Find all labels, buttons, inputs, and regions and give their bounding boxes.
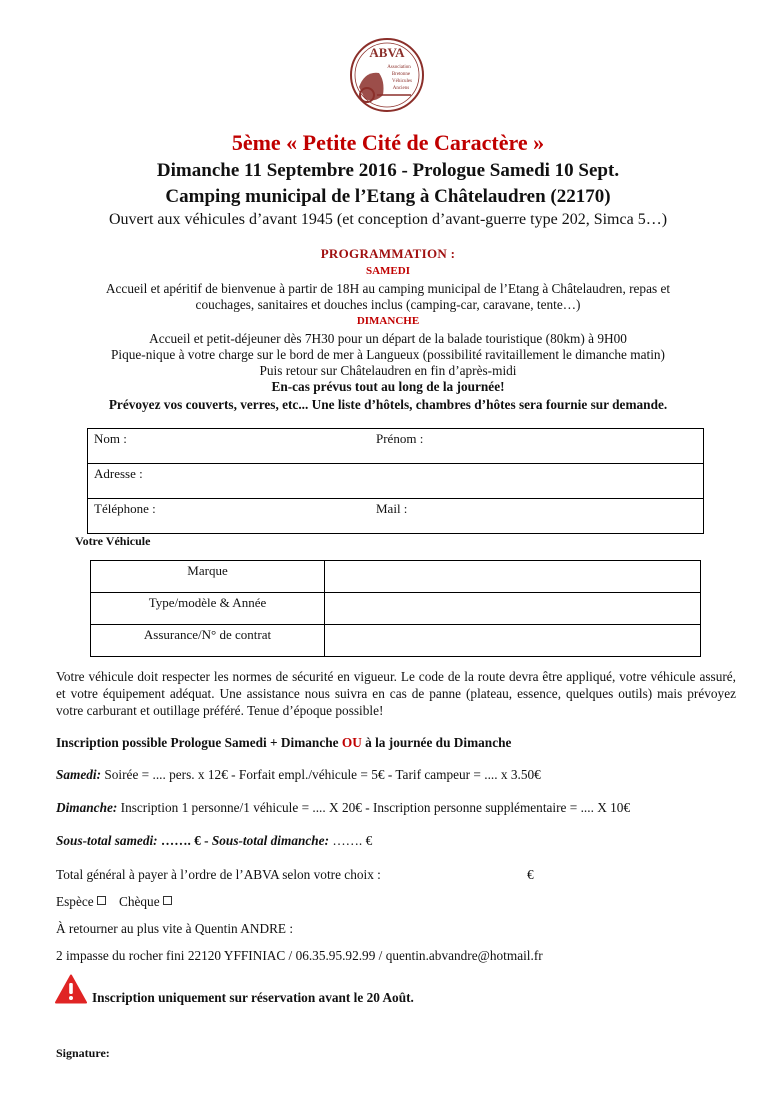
subtotal-dimanche-label: Sous-total dimanche: xyxy=(211,833,329,848)
svg-text:ABVA: ABVA xyxy=(369,45,405,60)
dimanche-label: Dimanche: xyxy=(56,800,118,815)
prenom-field[interactable] xyxy=(370,429,704,464)
vehicle-form xyxy=(90,560,701,657)
event-title: 5ème « Petite Cité de Caractère » xyxy=(231,130,545,155)
vehicle-row-label: Type/modèle & Année xyxy=(91,593,325,625)
return-address: 2 impasse du rocher fini 22120 YFFINIAC / 06.35.95.92.99 / quentin.abvandre@hotmail.fr xyxy=(56,948,543,963)
program-note-1: En-cas prévus tout au long de la journée! xyxy=(271,379,505,394)
samedi-label: Samedi: xyxy=(56,767,102,782)
program-heading: PROGRAMMATION : xyxy=(320,246,456,261)
adresse-label: Adresse : xyxy=(94,466,143,481)
mail-field[interactable] xyxy=(370,499,704,534)
samedi-text: Soirée = .... pers. x 12€ - Forfait empl./véhicule = 5€ - Tarif campeur = .... x 3.50€ xyxy=(101,767,541,782)
vehicle-row-label: Marque xyxy=(91,561,325,593)
svg-text:Véhicules: Véhicules xyxy=(392,79,412,84)
mail-label: Mail : xyxy=(376,501,408,516)
table-row xyxy=(91,561,701,593)
cheque-checkbox[interactable] xyxy=(163,896,172,905)
abva-logo xyxy=(349,37,425,113)
svg-text:Association: Association xyxy=(387,65,411,70)
table-row xyxy=(91,593,701,625)
inscription-heading-ou: OU xyxy=(341,735,362,750)
rules-paragraph: Votre véhicule doit respecter les normes de sécurité en vigueur. Le code de la route devra être appliqué, votre véhicule assuré, et votre équipement adéquat. Une assistance nous suivra en cas de panne (plateau, essence, quelques outils) mais prévoyez votre carburant et outillage préféré. Tenue d’époque possible! xyxy=(56,669,736,718)
svg-text:Bretonne: Bretonne xyxy=(391,72,411,77)
nom-field[interactable] xyxy=(88,429,371,464)
sunday-text-2: Pique-nique à votre charge sur le bord de mer à Langueux (possibilité ravitaillement le dimanche matin) xyxy=(111,347,665,362)
subtotal-dimanche-value: ……. € xyxy=(329,833,373,848)
assurance-field[interactable] xyxy=(325,625,701,657)
inscription-heading-b: à la journée du Dimanche xyxy=(361,735,512,750)
sunday-text-1: Accueil et petit-déjeuner dès 7H30 pour un départ de la balade touristique (80km) à 9H00 xyxy=(149,331,627,346)
prenom-label: Prénom : xyxy=(376,431,424,446)
return-label: À retourner au plus vite à Quentin ANDRE : xyxy=(56,921,294,936)
inscription-heading xyxy=(56,735,511,751)
warning-icon xyxy=(55,974,87,1004)
nom-label: Nom : xyxy=(94,431,127,446)
samedi-pricing xyxy=(56,767,541,783)
total-label: Total général à payer à l’ordre de l’ABVA selon votre choix : xyxy=(56,867,381,882)
table-row xyxy=(91,625,701,657)
payment-cheque-label: Chèque xyxy=(118,894,160,909)
type-annee-field[interactable] xyxy=(325,593,701,625)
subtotals xyxy=(56,833,372,849)
adresse-field[interactable] xyxy=(88,464,704,499)
svg-text:Anciens: Anciens xyxy=(392,86,410,91)
marque-field[interactable] xyxy=(325,561,701,593)
vehicle-row-label: Assurance/N° de contrat xyxy=(91,625,325,657)
payment-options xyxy=(56,894,172,910)
event-location: Camping municipal de l’Etang à Châtelaudren (22170) xyxy=(165,186,611,207)
total-currency: € xyxy=(527,867,534,882)
telephone-field[interactable] xyxy=(88,499,371,534)
telephone-label: Téléphone : xyxy=(94,501,156,516)
subtotal-samedi-value: ……. € - xyxy=(157,833,212,848)
dimanche-text: Inscription 1 personne/1 véhicule = .... X 20€ - Inscription personne supplémentaire = .... X 10€ xyxy=(117,800,631,815)
dimanche-pricing xyxy=(56,800,630,816)
subtotal-samedi-label: Sous-total samedi: xyxy=(56,833,158,848)
payment-espece-label: Espèce xyxy=(56,894,94,909)
identity-form xyxy=(87,428,704,534)
saturday-text-2: couchages, sanitaires et douches inclus (camping-car, caravane, tente…) xyxy=(195,297,581,312)
saturday-label: SAMEDI xyxy=(365,265,410,277)
vehicle-section-title: Votre Véhicule xyxy=(75,534,151,548)
event-eligibility: Ouvert aux véhicules d’avant 1945 (et conception d’avant-guerre type 202, Simca 5…) xyxy=(108,211,668,228)
sunday-text-3: Puis retour sur Châtelaudren en fin d’après-midi xyxy=(259,363,517,378)
program-note-2: Prévoyez vos couverts, verres, etc... Une liste d’hôtels, chambres d’hôtes sera fournie sur demande. xyxy=(108,397,668,412)
deadline-note: Inscription uniquement sur réservation avant le 20 Août. xyxy=(92,990,414,1005)
inscription-heading-a: Inscription possible Prologue Samedi + Dimanche xyxy=(56,735,342,750)
sunday-label: DIMANCHE xyxy=(356,315,420,327)
event-date: Dimanche 11 Septembre 2016 - Prologue Samedi 10 Sept. xyxy=(156,160,620,181)
signature-label: Signature: xyxy=(56,1046,110,1060)
espece-checkbox[interactable] xyxy=(97,896,106,905)
saturday-text-1: Accueil et apéritif de bienvenue à partir de 18H au camping municipal de l’Etang à Châtelaudren, repas et xyxy=(105,281,671,296)
